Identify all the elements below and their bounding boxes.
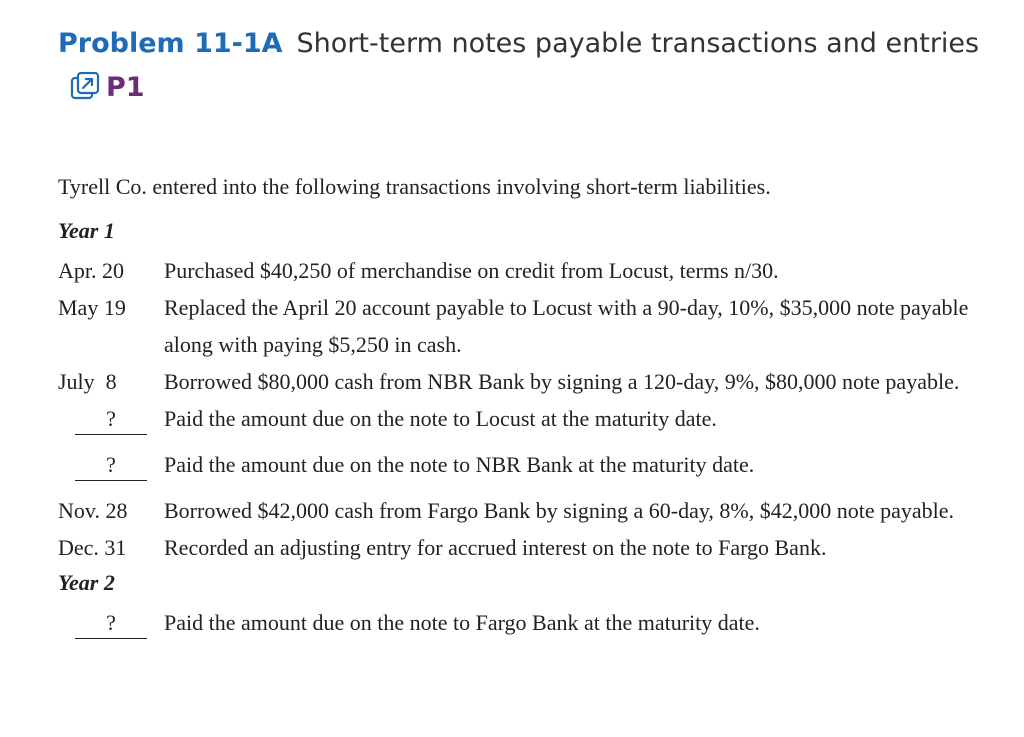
- transaction-date: Dec. 31: [58, 535, 127, 560]
- transaction-description: Replaced the April 20 account payable to Locust with a 90-day, 10%, $35,000 note payable along with paying $5,250 in cash.: [164, 295, 969, 357]
- year1-label: Year 1: [58, 218, 115, 243]
- transaction-row: [58, 400, 998, 437]
- external-link-icon[interactable]: [70, 70, 100, 114]
- transaction-row: [58, 446, 998, 483]
- year2-label: Year 2: [58, 570, 115, 595]
- transaction-row: [58, 529, 998, 566]
- year1-transactions: [58, 252, 998, 566]
- transaction-date: Nov. 28: [58, 498, 128, 523]
- problem-heading: [58, 22, 998, 114]
- transaction-description: Paid the amount due on the note to Fargo Bank at the maturity date.: [164, 610, 760, 635]
- problem-page: [58, 22, 998, 641]
- transaction-row: [58, 363, 998, 400]
- transaction-date: [58, 446, 164, 483]
- year2-transactions: [58, 604, 998, 641]
- year2-section: [58, 568, 998, 641]
- unknown-date-blank: ?: [75, 450, 147, 481]
- transaction-date: [58, 604, 164, 641]
- transaction-description: Paid the amount due on the note to NBR Bank at the maturity date.: [164, 452, 755, 477]
- problem-title: Short-term notes payable transactions and entries: [296, 28, 980, 59]
- transaction-description: Paid the amount due on the note to Locust at the maturity date.: [164, 406, 717, 431]
- transaction-row: [58, 252, 998, 289]
- problem-label: Problem 11-1A: [58, 28, 283, 59]
- transaction-row: [58, 492, 998, 529]
- transaction-date: [58, 400, 164, 437]
- transaction-row: [58, 604, 998, 641]
- transaction-description: Recorded an adjusting entry for accrued interest on the note to Fargo Bank.: [164, 535, 827, 560]
- intro-text: Tyrell Co. entered into the following transactions involving short-term liabilities.: [58, 174, 771, 199]
- transaction-description: Borrowed $80,000 cash from NBR Bank by signing a 120-day, 9%, $80,000 note payable.: [164, 369, 960, 394]
- unknown-date-blank: ?: [75, 404, 147, 435]
- transaction-date: May 19: [58, 295, 126, 320]
- transaction-row: [58, 289, 998, 363]
- transaction-description: Borrowed $42,000 cash from Fargo Bank by signing a 60-day, 8%, $42,000 note payable.: [164, 498, 955, 523]
- unknown-date-blank: ?: [75, 608, 147, 639]
- transaction-description: Purchased $40,250 of merchandise on credit from Locust, terms n/30.: [164, 258, 779, 283]
- year1-section: [58, 216, 998, 566]
- learning-objective-badge[interactable]: P1: [106, 72, 145, 103]
- transaction-date: Apr. 20: [58, 258, 124, 283]
- transaction-date: July 8: [58, 369, 117, 394]
